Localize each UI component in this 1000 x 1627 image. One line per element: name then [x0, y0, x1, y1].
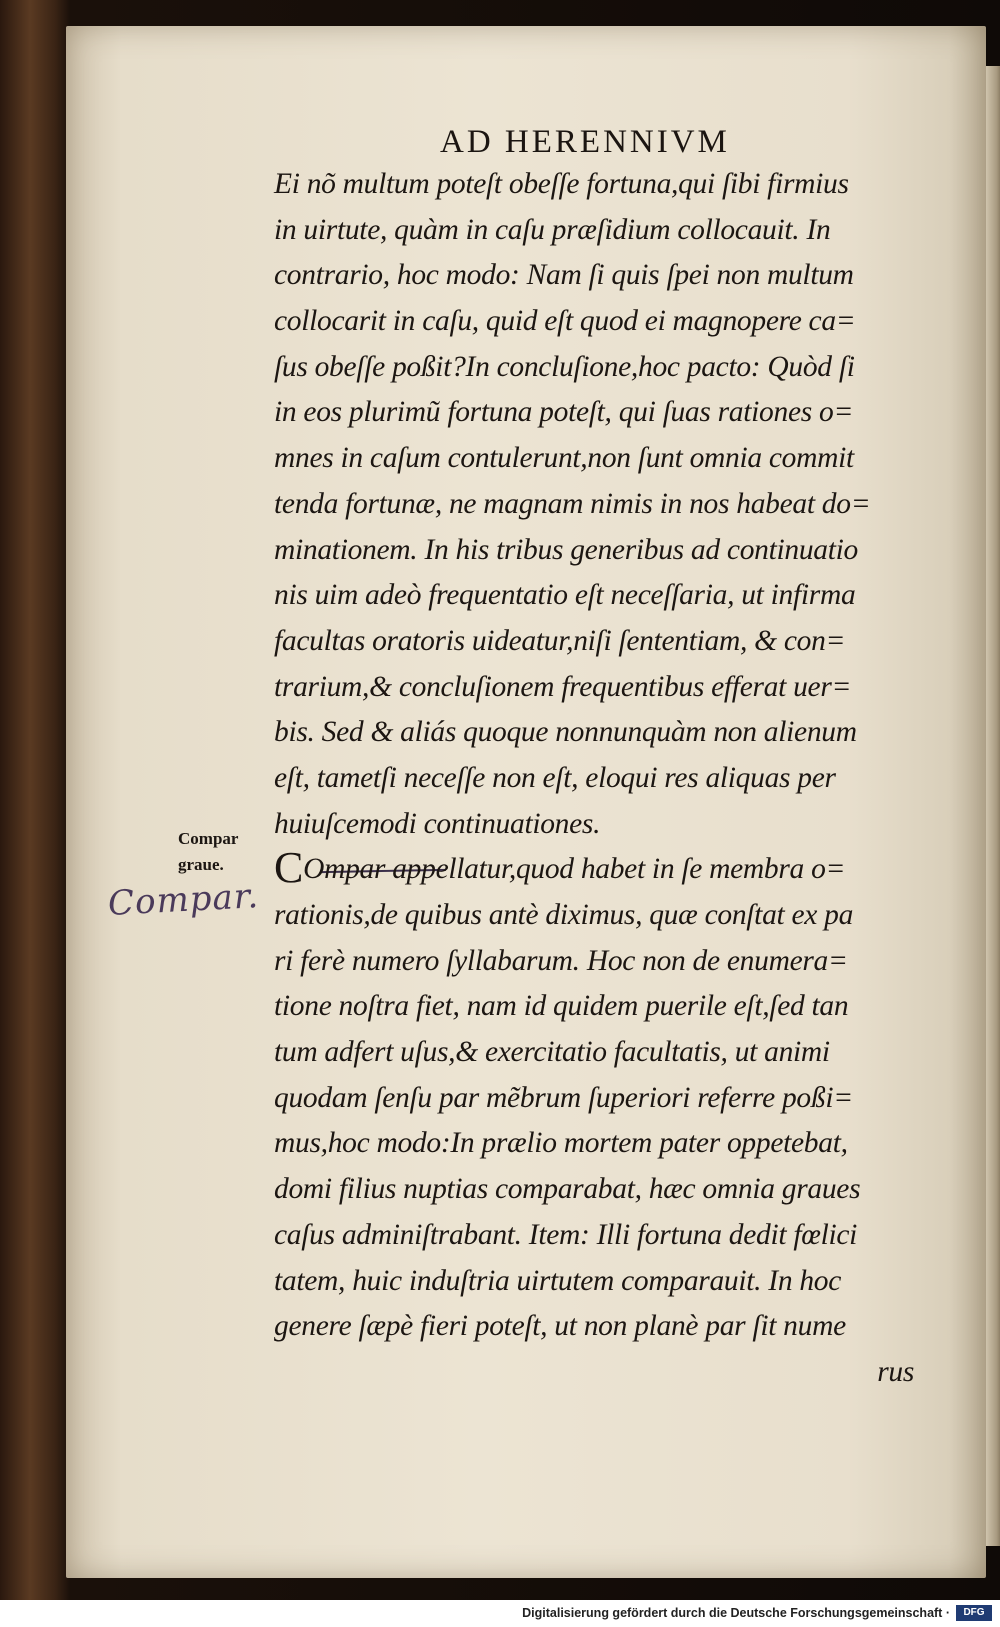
printed-marginal-note — [178, 826, 238, 878]
text-line: genere ſæpè fieri poteſt, ut non planè par ſit nume — [274, 1310, 846, 1343]
footer-credit: Digitalisierung gefördert durch die Deutsche Forschungsgemeinschaft · — [522, 1606, 950, 1620]
text-line: nis uim adeò frequentatio eſt neceſſaria, ut infirma — [274, 579, 856, 612]
text-line: caſus adminiſtrabant. Item: Illi fortuna dedit fœlici — [274, 1218, 858, 1251]
text-line: huiuſcemodi continuationes. — [274, 807, 601, 840]
text-line: ſus obeſſe poßit?In concluſione,hoc pacto: Quòd ſi — [274, 350, 855, 383]
text-line: tum adfert uſus,& exercitatio facultatis, ut animi — [274, 1036, 830, 1069]
section-initial: C — [274, 843, 304, 893]
text-line: tatem, huic induſtria uirtutem comparauit. In hoc — [274, 1264, 842, 1297]
text-line: tione noſtra fiet, nam id quidem puerile eſt,ſed tan — [274, 990, 849, 1023]
text-line: bis. Sed & aliás quoque nonnunquàm non alienum — [274, 716, 857, 749]
text-line: tenda fortunæ, ne magnam nimis in nos habeat do= — [274, 487, 871, 520]
running-header: AD HERENNIVM — [440, 124, 730, 160]
text-line: facultas oratoris uideatur,niſi ſententiam, & con= — [274, 624, 846, 657]
text-line: trarium,& concluſionem frequentibus efferat uer= — [274, 670, 852, 703]
text-line: minationem. In his tribus generibus ad continuatio — [274, 533, 858, 566]
text-line: mus,hoc modo:In prælio mortem pater oppetebat, — [274, 1127, 848, 1160]
text-line: eſt, tametſi neceſſe non eſt, eloqui res aliquas per — [274, 761, 836, 794]
text-line: in uirtute, quàm in caſu præſidium collocauit. In — [274, 213, 831, 246]
text-line: rationis,de quibus antè diximus, quæ conſtat ex pa — [274, 899, 854, 931]
text-line: ri ferè numero ſyllabarum. Hoc non de enumera= — [274, 944, 848, 977]
marginal-note-line-2: graue. — [178, 855, 224, 874]
text-line: Ei nõ multum poteſt obeſſe fortuna,qui ſibi firmius — [274, 168, 849, 200]
handwritten-annotation: Compar. — [107, 876, 261, 924]
text-line: contrario, hoc modo: Nam ſi quis ſpei non multum — [274, 259, 854, 292]
text-line: collocarit in caſu, quid eſt quod ei magnopere ca= — [274, 305, 856, 338]
section-first-line: Ompar appellatur,quod habet in ſe membra o= — [303, 853, 846, 886]
text-line: quodam ſenſu par mẽbrum ſuperiori referre poßi= — [274, 1081, 853, 1114]
marginal-note-line-1: Compar — [178, 829, 239, 848]
dfg-logo: DFG — [956, 1605, 992, 1621]
section-start-line — [274, 843, 934, 893]
text-line: domi filius nuptias comparabat, hæc omnia graues — [274, 1173, 861, 1206]
body-text — [274, 162, 934, 1396]
text-line: in eos plurimũ fortuna poteſt, qui ſuas rationes o= — [274, 396, 854, 429]
catchword: rus — [877, 1355, 914, 1388]
text-line: mnes in caſum contulerunt,non ſunt omnia commit — [274, 442, 854, 475]
